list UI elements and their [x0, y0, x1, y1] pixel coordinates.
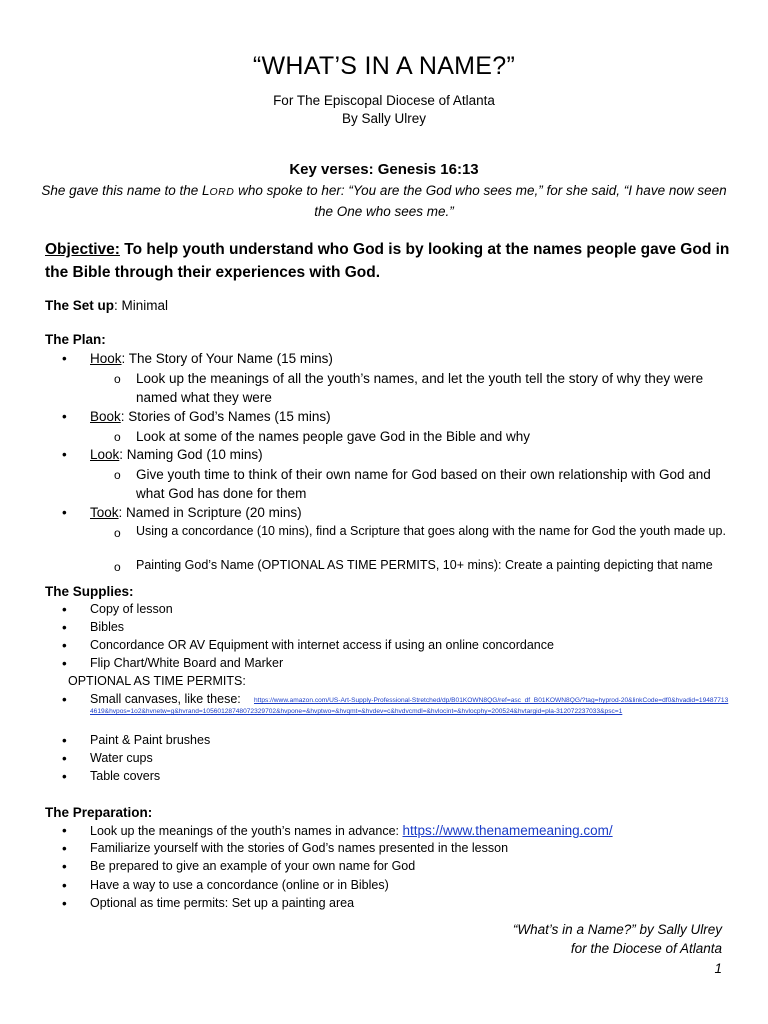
supply-item: Flip Chart/White Board and Marker [90, 656, 284, 670]
supply-item: Concordance OR AV Equipment with internet access if using an online concordance [90, 638, 554, 652]
bullet-icon: • [62, 692, 67, 707]
plan-sub-item: Give youth time to think of their own name for God based on their own relationship with God and what God has done for them [136, 467, 711, 501]
subtitle-author: By Sally Ulrey [341, 111, 427, 126]
sub-bullet-icon: o [114, 526, 121, 540]
preparation-item: Be prepared to give an example of your own name for God [90, 859, 416, 873]
preparation-heading: The Preparation: [45, 805, 153, 820]
bullet-icon: • [62, 620, 67, 635]
bullet-icon: • [62, 896, 67, 911]
supply-item: Copy of lesson [90, 602, 173, 616]
plan-sub-item: Look up the meanings of all the youth’s names, and let the youth tell the story of why they were named what they were [136, 371, 704, 405]
bullet-icon: • [62, 602, 67, 617]
supplies-heading: The Supplies: [45, 584, 134, 599]
objective-label: Objective: [45, 241, 120, 258]
bullet-icon: • [62, 447, 67, 462]
setup-line: The Set up: Minimal [45, 298, 169, 313]
bullet-icon: • [62, 351, 67, 366]
document-title: “WHAT’S IN A NAME?” [252, 52, 516, 80]
bullet-icon: • [62, 656, 67, 671]
subtitle-diocese: For The Episcopal Diocese of Atlanta [273, 93, 495, 108]
bullet-icon: • [62, 409, 67, 424]
canvas-link[interactable]: https://www.amazon.com/US-Art-Supply-Professional-Stretched/dp/B01KOWN8QG/ref=asc_df_B01KOWN8QG/?tag=hyprod-20&linkCode=df0&hvadid=194877134619&hvpos=1o2&hvnetw=g&hvrand=10560128748072329702&hvpone=&hvptwo=&hvqmt=&hvdev=c&hvdvcmdl=&hvlocint=&hvlocphy=200524&hvtargid=pla-312072237033&psc=1 [90, 697, 729, 715]
bullet-icon: • [62, 505, 67, 520]
plan-sub-item: Using a concordance (10 mins), find a Scripture that goes along with the name for God the youth made up. [136, 524, 726, 538]
sub-bullet-icon: o [114, 468, 121, 482]
canvas-label: Small canvases, like these: [90, 692, 241, 706]
footer-line-2: for the Diocese of Atlanta [570, 941, 722, 956]
key-verses-heading: Key verses: Genesis 16:13 [289, 161, 479, 178]
document-page: “WHAT’S IN A NAME?” For The Episcopal Diocese of Atlanta By Sally Ulrey Key verses: Genesis 16:13 She gave this name to the LORD who spoke to her: “You are the God who sees me,” for she said, “I have now seen the One who sees me.” Objective: To help youth understand who God is by looking at the names people gave God in the Bible through their experiences with God. The Set up: Minimal The Plan: • Hook: The Story of Your Name (15 mins) o Look up the meanings of all the youth’s names, and let the youth tell the story of why they were named what they were • Book: Stories of God’s Names (15 mins) o Look at some of the names people gave God in the Bible and why • Look: Naming God (10 mins) o Give youth time to think of their own name for God based on their own relationship with God and what God has done for them • Took: Named in Scripture (20 mins) o Using a concordance (10 mins), find a Scripture that goes along with the name for God the youth made up. o Painting God’s Name (OPTIONAL AS TIME PERMITS, 10+ mins): Create a painting depicting that name The Supplies: • Copy of lesson • Bibles • Concordance OR AV Equipment with internet access if using an online concordance • Flip Chart/White Board and Marker OPTIONAL AS TIME PERMITS: • Small canvases, like these: https://www.amazon.com/US-Art-Supply-Professional-Stretched/dp/B01KOWN8QG/ref=asc_df_B01KOWN8QG/?tag=hyprod-20&linkCode=df0&hvadid=194877134619&hvpos=1o2&hvnetw=g&hvrand=10560128748072329702&hvpone=&hvptwo=&hvqmt=&hvdev=c&hvdvcmdl=&hvlocint=&hvlocphy=200524&hvtargid=pla-312072237033&psc=1 • Paint & Paint brushes • Water cups • Table covers The Preparation: • Look up the meanings of the youth’s names in advance: https://www.thenamemeaning.com/ • Familiarize yourself with the stories of God’s names presented in the lesson • Be prepared to give an example of your own name for God • Have a way to use a concordance (online or in Bibles) • Optional as time permits: Set up a painting area “What’s in a Name?” by Sally Ulrey for the Diocese of Atlanta 1 [0, 0, 768, 1024]
bullet-icon: • [62, 878, 67, 893]
bullet-icon: • [62, 751, 67, 766]
preparation-item: Familiarize yourself with the stories of God’s names presented in the lesson [90, 841, 509, 855]
bullet-icon: • [62, 841, 67, 856]
sub-bullet-icon: o [114, 560, 121, 574]
footer-line-1: “What’s in a Name?” by Sally Ulrey [512, 922, 722, 937]
bullet-icon: • [62, 823, 67, 838]
sub-bullet-icon: o [114, 372, 121, 386]
bullet-icon: • [62, 638, 67, 653]
optional-label: OPTIONAL AS TIME PERMITS: [68, 674, 246, 688]
bullet-icon: • [62, 769, 67, 784]
sub-bullet-icon: o [114, 430, 121, 444]
key-verse-text: She gave this name to the LORD who spoke to her: “You are the God who sees me,” for she said, “I have now seen the One who sees me.” [41, 183, 727, 219]
plan-sub-item: Look at some of the names people gave God in the Bible and why [136, 429, 531, 444]
plan-heading: The Plan: [45, 332, 106, 347]
name-meaning-link[interactable]: https://www.thenamemeaning.com/ [402, 823, 613, 838]
objective-text: To help youth understand who God is by looking at the names people gave God in the Bible through their experiences with God. [45, 241, 730, 281]
supply-item: Table covers [90, 769, 161, 783]
bullet-icon: • [62, 859, 67, 874]
supply-item: Bibles [90, 620, 125, 634]
preparation-item: Have a way to use a concordance (online or in Bibles) [90, 878, 389, 892]
objective [45, 238, 735, 284]
preparation-item: Look up the meanings of the youth’s names in advance: https://www.thenamemeaning.com/ [90, 823, 613, 838]
bullet-icon: • [62, 733, 67, 748]
page-number: 1 [714, 961, 722, 976]
supply-item: Paint & Paint brushes [90, 733, 211, 747]
plan-sub-item: Painting God’s Name (OPTIONAL AS TIME PERMITS, 10+ mins): Create a painting depicting that name [136, 558, 713, 572]
preparation-item: Optional as time permits: Set up a painting area [90, 896, 355, 910]
supply-item: Water cups [90, 751, 153, 765]
